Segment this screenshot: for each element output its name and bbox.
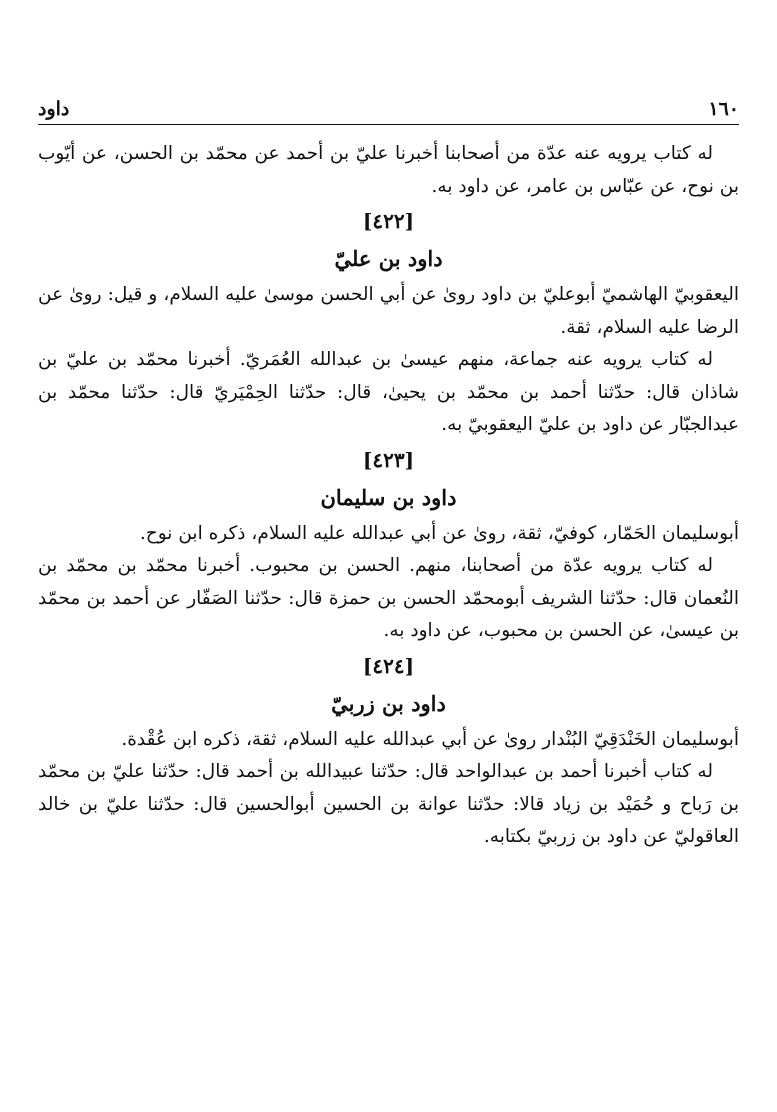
page-header — [38, 90, 739, 120]
entry-number: [٤٢٢] — [362, 209, 415, 233]
entry-number: [٤٢٣] — [362, 447, 415, 472]
entry-number: [٤٢٤] — [362, 653, 415, 678]
paragraph: اليعقوبيّ الهاشميّ أبوعليّ بن داود روىٰ عن أبي الحسن موسىٰ عليه السلام، و قيل: روىٰ عن الرضا عليه السلام، ثقة. — [38, 284, 739, 338]
running-title: داود — [38, 98, 70, 120]
paragraph: أبوسليمان الحَمّار، كوفيّ، ثقة، روىٰ عن أبي عبدالله عليه السلام، ذكره ابن نوح. — [139, 522, 739, 544]
paragraph: له كتاب أخبرنا أحمد بن عبدالواحد قال: حدّثنا عبيدالله بن أحمد قال: حدّثنا عليّ بن محمّد بن رَباح و حُمَيْد بن زياد قالا: حدّثنا عوانة بن الحسين أبوالحسين قال: حدّثنا عليّ بن خالد العاقوليّ عن داود بن زربيّ بكتابه. — [38, 761, 739, 847]
entry-title: داود بن زربيّ — [331, 690, 446, 716]
header-divider — [38, 124, 739, 125]
paragraph: له كتاب يرويه عدّة من أصحابنا، منهم. الحسن بن محبوب. أخبرنا محمّد بن محمّد بن النُعمان قال: حدّثنا الشريف أبومحمّد الحسن بن حمزة قال: حدّثنا الصَفّار عن أحمد بن محمّد بن عيسىٰ، عن الحسن بن محبوب، عن داود به. — [38, 555, 739, 641]
entry-title: داود بن سليمان — [320, 484, 457, 510]
page-number: ١٦٠ — [708, 98, 739, 120]
page-body — [38, 138, 739, 854]
paragraph: له كتاب يرويه عنه جماعة، منهم عيسىٰ بن عبدالله العُمَريّ. أخبرنا محمّد بن عليّ بن شاذان قال: حدّثنا أحمد بن محمّد بن يحيىٰ، قال: حدّثنا الحِمْيَريّ قال: حدّثنا محمّد بن عبدالجبّار عن داود بن عليّ اليعقوبيّ به. — [38, 349, 739, 435]
paragraph: أبوسليمان الخَنْدَقِيّ البُنْدار روىٰ عن أبي عبدالله عليه السلام، ثقة، ذكره ابن عُقْدة. — [121, 728, 739, 750]
entry-title: داود بن عليّ — [334, 246, 443, 271]
paragraph: له كتاب يرويه عنه عدّة من أصحابنا أخبرنا عليّ بن أحمد عن محمّد بن الحسن، عن أيّوب بن نوح، عن عبّاس بن عامر، عن داود به. — [38, 143, 739, 197]
